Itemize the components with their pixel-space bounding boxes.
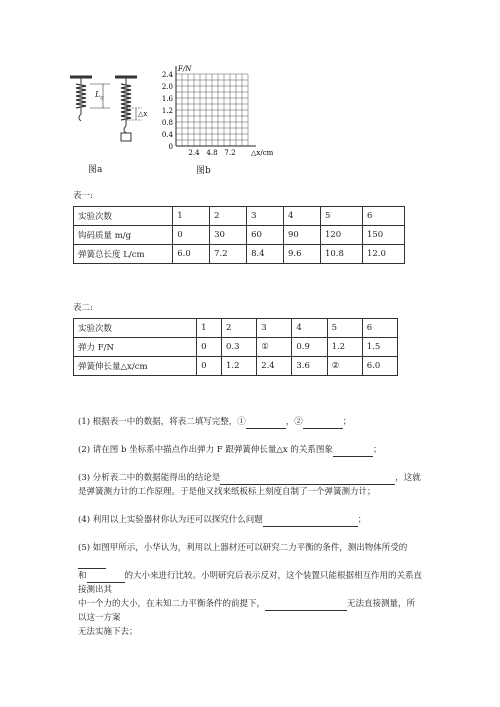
table-row: [74, 207, 405, 226]
x-tick-label: 4.8: [206, 149, 218, 157]
y-tick-label: 0: [168, 143, 173, 151]
table-cell: 4: [284, 207, 321, 226]
y-axis-label: F/N: [178, 65, 192, 73]
table2: [73, 318, 398, 376]
table-cell: 1: [173, 207, 210, 226]
x-tick-label: 7.2: [224, 149, 236, 157]
table-cell: ①: [257, 338, 292, 357]
table-cell: 0: [173, 226, 210, 245]
spring-apparatus-illustration: [60, 70, 155, 180]
question-2: (2) 请在图 b 坐标系中描点作出弹力 F 跟弹簧伸长量△x 的关系图象 ；: [78, 445, 382, 455]
table-cell: 90: [284, 226, 321, 245]
table-cell: 1.2: [327, 338, 362, 357]
table-cell: 1: [197, 319, 222, 338]
table-cell: ②: [327, 357, 362, 376]
table-row: [74, 357, 398, 376]
question-1: (1) 根据表一中的数据，将表二填写完整，① ，② ；: [78, 417, 352, 427]
row-header-cell: 弹簧伸长量△x/cm: [74, 357, 197, 376]
table-cell: 9.6: [284, 245, 321, 264]
figure-a: [60, 70, 155, 180]
table-cell: 6.0: [362, 357, 397, 376]
table-row: [74, 338, 398, 357]
table-cell: 3: [247, 207, 284, 226]
table2-caption: 表二:: [73, 303, 93, 313]
table-cell: 6: [362, 319, 397, 338]
question-4: (4) 利用以上实验器材你认为还可以探究什么问题 ；: [78, 515, 367, 525]
table-cell: 150: [362, 226, 404, 245]
x-tick-label: 2.4: [188, 149, 200, 157]
row-header-cell: 钩码质量 m/g: [74, 226, 173, 245]
row-header-cell: 弹簧总长度 L/cm: [74, 245, 173, 264]
table-row: [74, 245, 405, 264]
label-l0: $L_0$: [95, 90, 104, 102]
table-cell: 0.9: [292, 338, 327, 357]
y-tick-label: 1.2: [161, 107, 173, 115]
table-cell: 2: [210, 207, 247, 226]
table-cell: 1.2: [222, 357, 257, 376]
table-cell: 0.3: [222, 338, 257, 357]
table1-caption: 表一:: [73, 191, 93, 201]
row-header-cell: 实验次数: [74, 319, 197, 338]
table-cell: 4: [292, 319, 327, 338]
table-cell: 12.0: [362, 245, 404, 264]
question-3: (3) 分析表二中的数据能得出的结论是 ，这就 是弹簧测力计的工作原理。于是他又找来纸板标上刻度自制了一个弹簧测力计；: [78, 473, 421, 497]
table-cell: 3.6: [292, 357, 327, 376]
table-cell: 10.8: [320, 245, 362, 264]
table-cell: 8.4: [247, 245, 284, 264]
row-header-cell: 实验次数: [74, 207, 173, 226]
y-tick-label: 2.0: [161, 83, 173, 91]
table-row: [74, 226, 405, 245]
table-cell: 120: [320, 226, 362, 245]
fig-b-caption: 图b: [196, 166, 211, 176]
table-cell: 6.0: [173, 245, 210, 264]
table-cell: 0: [197, 357, 222, 376]
table1: [73, 206, 405, 264]
table-cell: 0: [197, 338, 222, 357]
table-cell: 7.2: [210, 245, 247, 264]
table-cell: 2: [222, 319, 257, 338]
table-cell: 5: [327, 319, 362, 338]
force-extension-grid-chart: [148, 62, 273, 162]
table-cell: 5: [320, 207, 362, 226]
y-tick-label: 2.4: [161, 71, 173, 79]
y-tick-label: 0.8: [161, 119, 173, 127]
table-cell: 60: [247, 226, 284, 245]
table-cell: 2.4: [257, 357, 292, 376]
table-cell: 30: [210, 226, 247, 245]
table-cell: 6: [362, 207, 404, 226]
fig-a-caption: 图a: [88, 165, 103, 175]
table-cell: 3: [257, 319, 292, 338]
table-cell: 1.5: [362, 338, 397, 357]
question-5: (5) 如图甲所示，小华认为，利用以上器材还可以研究二力平衡的条件，测出物体所受的 和 的大小来进行比较。小明研究后表示反对，这个装置只能根据相互作用的关系直接测出其 中一个力的大小，在未知二力平衡条件的前提下， 无法直接测量，所以这一方案 无法实施下去；: [78, 543, 423, 637]
y-tick-label: 1.6: [161, 95, 173, 103]
table-row: [74, 319, 398, 338]
label-dx: △x: [138, 110, 148, 118]
y-tick-label: 0.4: [161, 131, 173, 139]
row-header-cell: 弹力 F/N: [74, 338, 197, 357]
figure-b: [148, 62, 273, 180]
x-axis-label: △x/cm: [251, 149, 273, 157]
